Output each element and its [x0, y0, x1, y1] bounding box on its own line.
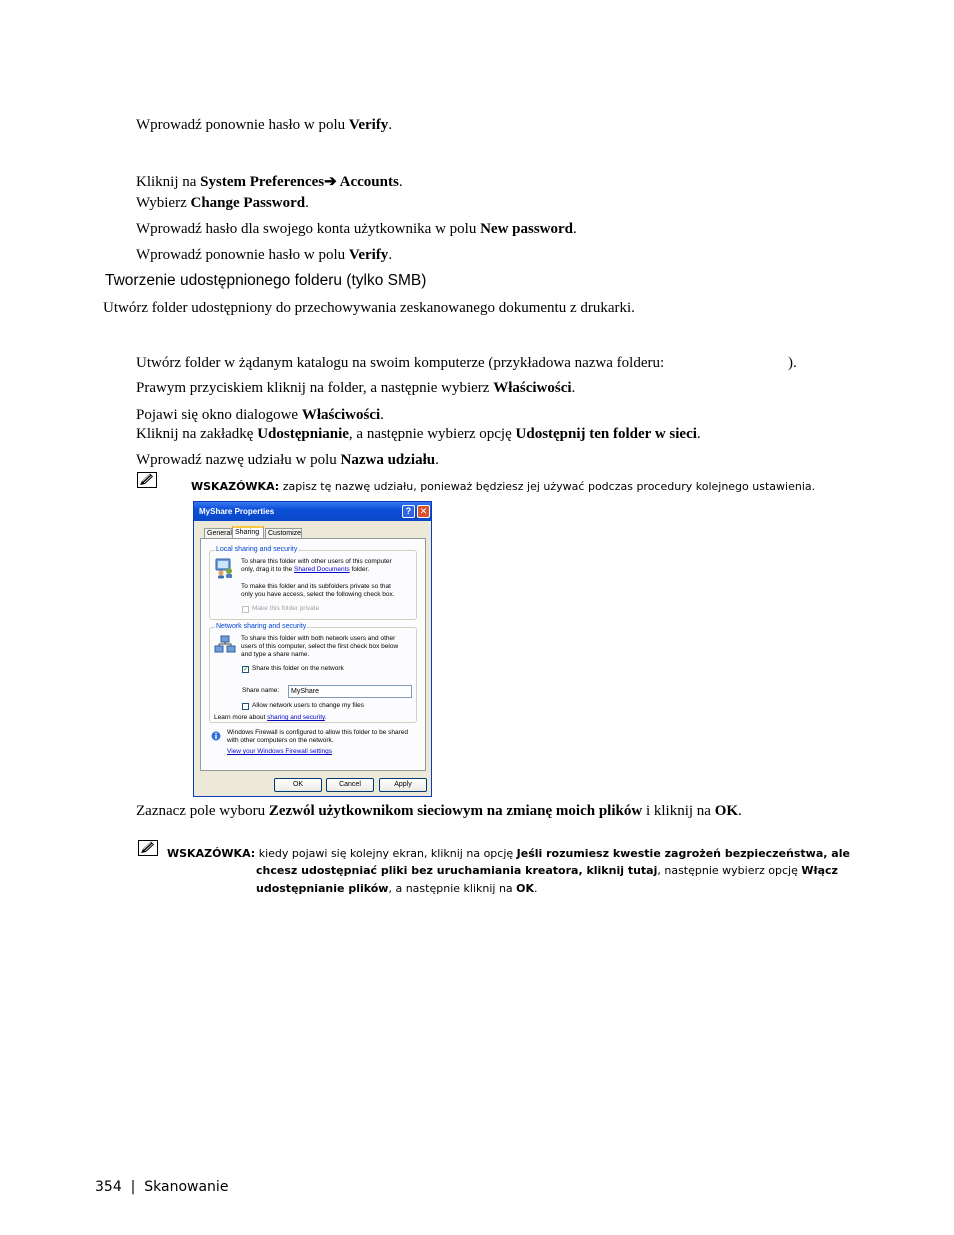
- step-sharing-tab: Kliknij na zakładkę Udostępnianie, a następnie wybierz opcję Udostępnij ten folder w sieci.: [136, 426, 701, 442]
- line-verify-1: Wprowadź ponownie hasło w polu Verify.: [136, 117, 393, 133]
- step-dialog-appears: Pojawi się okno dialogowe Właściwości.: [136, 407, 384, 423]
- tab-customize[interactable]: Customize: [265, 528, 302, 538]
- shared-documents-link[interactable]: Shared Documents: [294, 566, 350, 573]
- line-verify-2: Wprowadź ponownie hasło w polu Verify.: [136, 247, 393, 263]
- line-system-preferences: Kliknij na System Preferences➔ Accounts.: [136, 174, 403, 190]
- firewall-text-1: Windows Firewall is configured to allow this folder to be shared: [227, 729, 409, 736]
- share-folder-checkbox[interactable]: ✓: [243, 666, 249, 673]
- dialog-title-bar: [194, 502, 431, 521]
- section-name: Skanowanie: [144, 1179, 229, 1195]
- note-wizard-line-2: chcesz udostępniać pliki bez uruchamiania kreatora, kliknij tutaj, następnie wybierz opcję Włącz: [256, 864, 838, 877]
- info-icon: [211, 731, 221, 741]
- cancel-button[interactable]: Cancel: [326, 778, 374, 792]
- share-name-label: Share name:: [242, 687, 280, 694]
- network-text-2: users of this computer, select the first check box below: [241, 643, 399, 650]
- ok-button[interactable]: OK: [274, 778, 322, 792]
- firewall-text-2: with other computers on the network.: [227, 737, 334, 744]
- step-create-folder-end: ).: [788, 355, 797, 371]
- local-sharing-group: [209, 546, 417, 620]
- apply-button[interactable]: Apply: [379, 778, 427, 792]
- tab-general[interactable]: General: [204, 528, 233, 538]
- users-computer-icon: [214, 557, 236, 579]
- section-heading: Tworzenie udostępnionego folderu (tylko SMB): [105, 272, 427, 289]
- step-create-folder: Utwórz folder w żądanym katalogu na swoim komputerze (przykładowa nazwa folderu:: [136, 355, 665, 371]
- allow-change-label: Allow network users to change my files: [252, 702, 364, 709]
- note-wizard-line-1: WSKAZÓWKA: kiedy pojawi się kolejny ekran, kliknij na opcję Jeśli rozumiesz kwestie zagrożeń bezpieczeństwa, ale: [167, 847, 850, 860]
- note-wizard-line-3: udostępnianie plików, a następnie kliknij na OK.: [256, 882, 538, 895]
- intro-text: Utwórz folder udostępniony do przechowywania zeskanowanego dokumentu z drukarki.: [103, 300, 635, 316]
- tab-sharing[interactable]: Sharing: [232, 526, 264, 539]
- sharing-panel: [200, 538, 426, 771]
- local-text-1: To share this folder with other users of this computer: [241, 558, 392, 565]
- local-text-2: only, drag it to the Shared Documents folder.: [241, 566, 370, 573]
- help-icon[interactable]: ?: [402, 505, 415, 518]
- network-sharing-group: [209, 623, 417, 723]
- network-group-label: Network sharing and security: [216, 623, 307, 630]
- step-share-name: Wprowadź nazwę udziału w polu Nazwa udziału.: [136, 452, 439, 468]
- dialog-title: MyShare Properties: [199, 507, 275, 516]
- note-pencil-icon: [138, 840, 158, 856]
- share-name-input[interactable]: MyShare: [288, 685, 412, 698]
- network-text-3: and type a share name.: [241, 651, 310, 658]
- step-right-click: Prawym przyciskiem kliknij na folder, a następnie wybierz Właściwości.: [136, 380, 576, 396]
- step-allow-change: Zaznacz pole wyboru Zezwól użytkownikom sieciowym na zmianę moich plików i kliknij na OK.: [136, 803, 742, 819]
- local-text-4: only you have access, select the following check box.: [241, 591, 395, 598]
- local-group-label: Local sharing and security: [216, 546, 298, 553]
- network-text-1: To share this folder with both network users and other: [241, 635, 396, 642]
- firewall-settings-link[interactable]: View your Windows Firewall settings: [227, 748, 332, 755]
- local-text-3: To make this folder and its subfolders private so that: [241, 583, 391, 590]
- private-label: Make this folder private: [252, 605, 320, 612]
- private-checkbox[interactable]: [242, 606, 249, 613]
- page-footer: 354 | Skanowanie: [95, 1179, 229, 1195]
- allow-change-checkbox[interactable]: [242, 703, 249, 710]
- note-pencil-icon: [137, 472, 157, 488]
- sharing-security-link[interactable]: sharing and security: [267, 714, 325, 721]
- line-new-password: Wprowadź hasło dla swojego konta użytkownika w polu New password.: [136, 221, 577, 237]
- line-change-password: Wybierz Change Password.: [136, 195, 309, 211]
- page-number: 354: [95, 1179, 122, 1195]
- note-save-share-name: WSKAZÓWKA: zapisz tę nazwę udziału, ponieważ będziesz jej używać podczas procedury kolejnego ustawienia.: [191, 480, 816, 493]
- close-icon[interactable]: ✕: [417, 505, 430, 518]
- myshare-properties-dialog: [193, 501, 432, 797]
- network-computers-icon: [214, 635, 236, 655]
- learn-more-text: Learn more about sharing and security.: [214, 714, 327, 721]
- arrow-icon: ➔: [324, 174, 340, 190]
- share-folder-label: Share this folder on the network: [252, 665, 344, 672]
